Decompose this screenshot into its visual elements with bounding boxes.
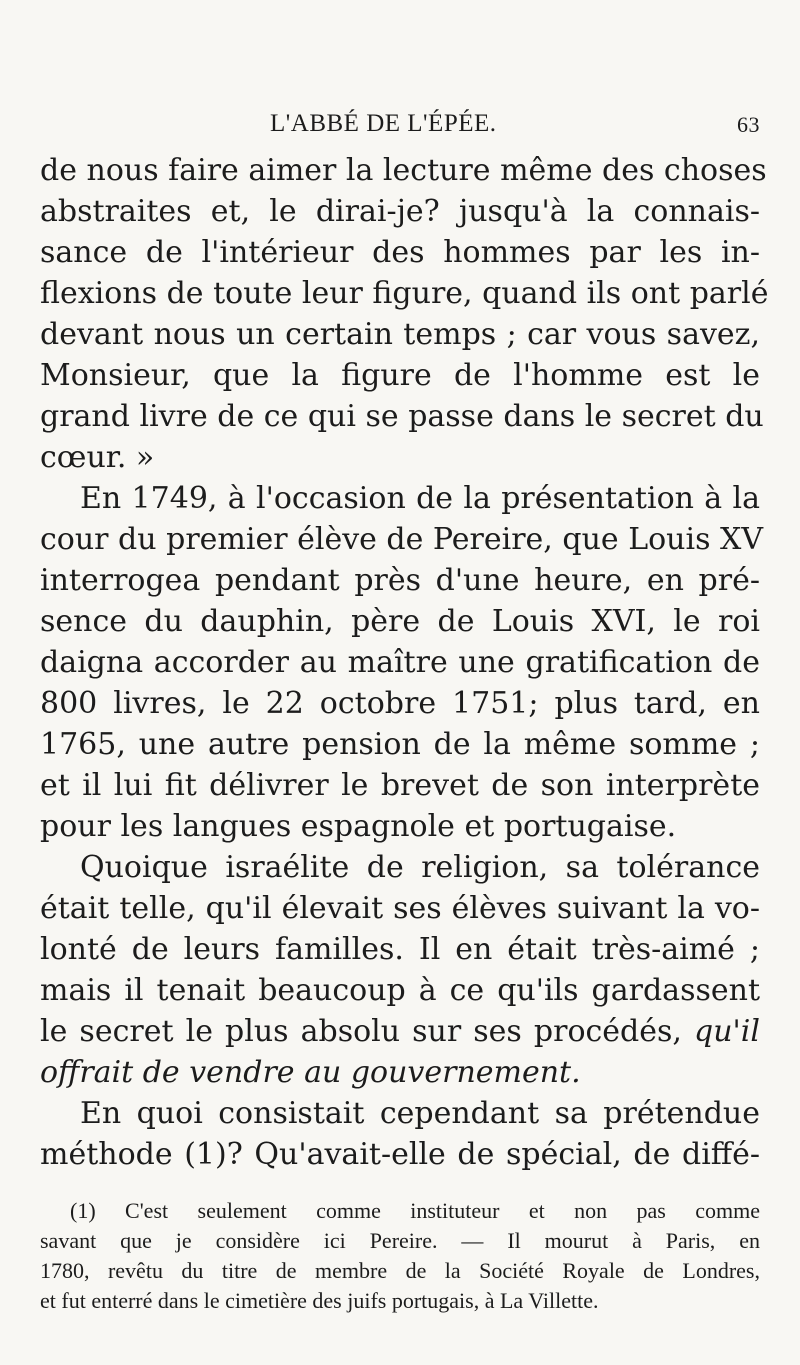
- text-line: et il lui fit délivrer le brevet de son interprète: [40, 768, 760, 803]
- text-line: flexions de toute leur figure, quand ils ont parlé: [40, 276, 769, 311]
- footnote-block: [40, 1196, 760, 1316]
- main-text: [40, 150, 769, 1175]
- paragraph-start-line: Quoique israélite de religion, sa tolérance: [80, 850, 760, 885]
- text-line: grand livre de ce qui se passe dans le secret du: [40, 399, 764, 434]
- text-line: de nous faire aimer la lecture même des choses: [40, 153, 767, 188]
- text-line: daigna accorder au maître une gratification de: [40, 645, 760, 680]
- text-line: était telle, qu'il élevait ses élèves suivant la vo-: [40, 891, 760, 926]
- text-line: sance de l'intérieur des hommes par les in-: [40, 235, 760, 270]
- text-line: lonté de leurs familles. Il en était très-aimé ;: [40, 932, 760, 967]
- text-line: 800 livres, le 22 octobre 1751; plus tard, en: [40, 686, 760, 721]
- italic-text-line: offrait de vendre au gouvernement.: [40, 1055, 581, 1090]
- text-line: sence du dauphin, père de Louis XVI, le roi: [40, 604, 760, 639]
- text-line: pour les langues espagnole et portugaise.: [40, 809, 677, 844]
- text-line: cour du premier élève de Pereire, que Louis XV: [40, 522, 764, 557]
- footnote-line: savant que je considère ici Pereire. — Il mourut à Paris, en: [40, 1228, 760, 1253]
- italic-text-segment: qu'il: [694, 1014, 760, 1049]
- text-line: mais il tenait beaucoup à ce qu'ils gardassent: [40, 973, 760, 1008]
- footnote-line: et fut enterré dans le cimetière des juifs portugais, à La Villette.: [40, 1288, 599, 1313]
- text-line: abstraites et, le dirai-je? jusqu'à la connais-: [40, 194, 760, 229]
- text-segment: le secret le plus absolu sur ses procédés,: [40, 1014, 682, 1049]
- page-number: 63: [737, 112, 760, 137]
- paragraph-start-line: En quoi consistait cependant sa prétendue: [80, 1096, 760, 1131]
- text-line: méthode (1)? Qu'avait-elle de spécial, de diffé-: [40, 1137, 760, 1172]
- text-line: cœur. »: [40, 440, 155, 475]
- text-line: 1765, une autre pension de la même somme ;: [40, 727, 760, 762]
- page-header: [40, 110, 760, 144]
- paragraph-start-line: En 1749, à l'occasion de la présentation à la: [80, 481, 760, 516]
- text-line: interrogea pendant près d'une heure, en pré-: [40, 563, 760, 598]
- footnote-line: (1) C'est seulement comme instituteur et non pas comme: [70, 1198, 760, 1223]
- footnote-line: 1780, revêtu du titre de membre de la Société Royale de Londres,: [40, 1258, 760, 1283]
- running-head: L'ABBÉ DE L'ÉPÉE.: [270, 110, 497, 137]
- text-line: devant nous un certain temps ; car vous savez,: [40, 317, 760, 352]
- text-line: Monsieur, que la figure de l'homme est le: [40, 358, 760, 393]
- text-line-with-italic: [40, 1011, 760, 1052]
